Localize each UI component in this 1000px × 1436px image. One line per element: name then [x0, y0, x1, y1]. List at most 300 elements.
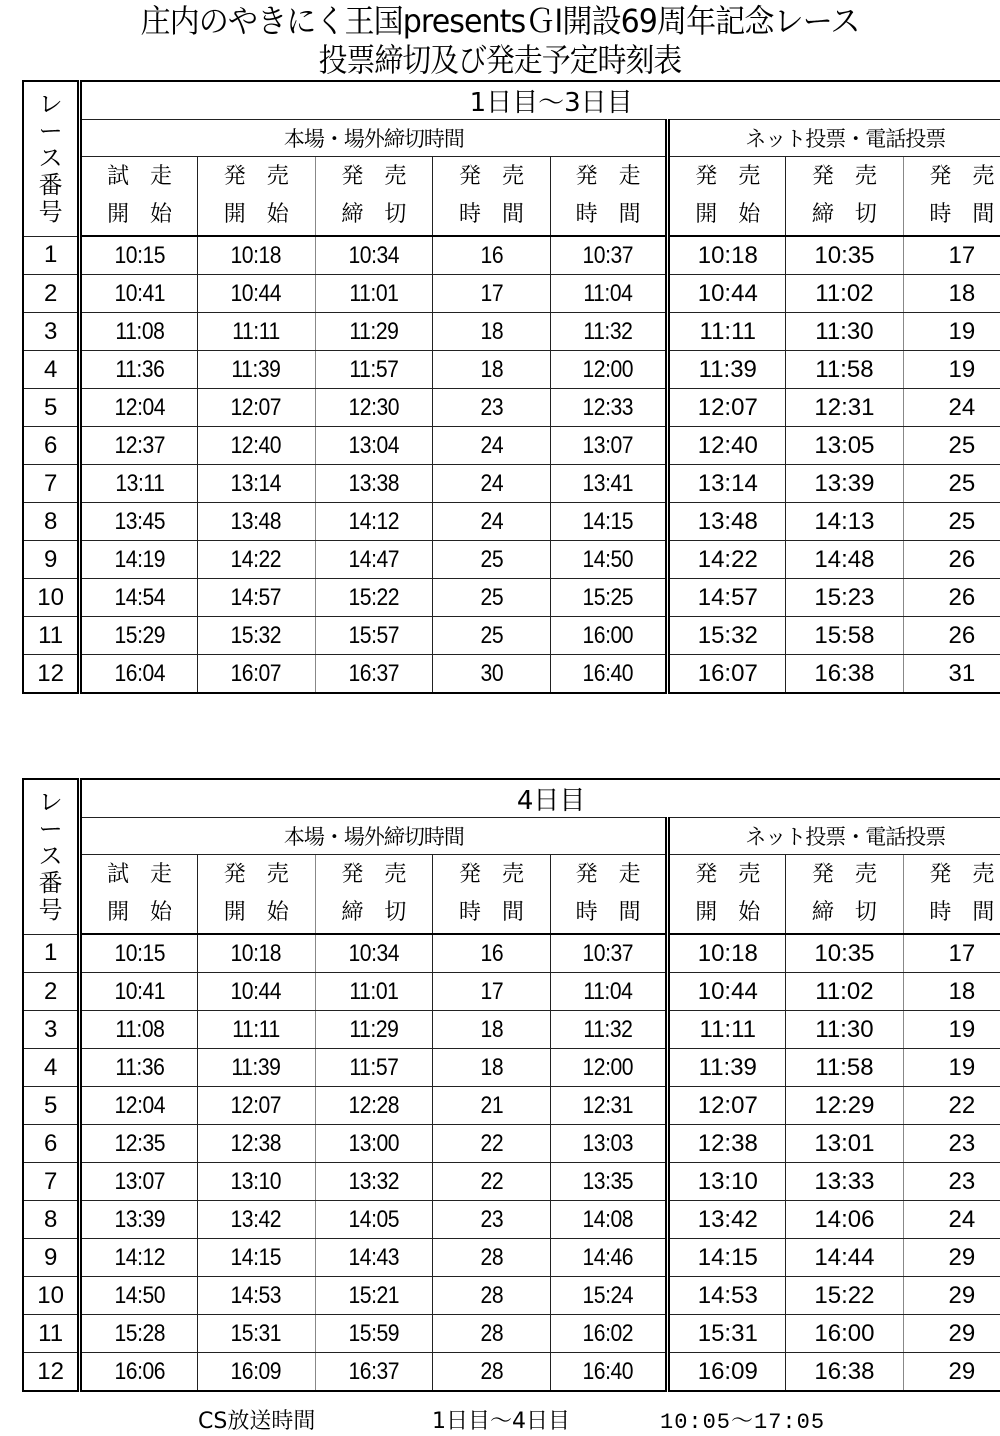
trial-start-cell [80, 1201, 198, 1239]
net-sale-minutes-cell [903, 313, 1000, 351]
net-sale-start-value: 12:07 [697, 393, 758, 421]
net-sale-minutes-value: 29 [948, 1319, 976, 1347]
column-header-sale-close [315, 855, 433, 935]
column-header-top: 発 走 [575, 164, 641, 189]
sale-start-cell [197, 1087, 315, 1125]
sale-close-value: 15:22 [348, 583, 400, 611]
trial-start-cell [80, 541, 198, 579]
post-time-cell [550, 1201, 668, 1239]
trial-start-value: 11:08 [115, 317, 165, 345]
trial-start-cell [80, 1125, 198, 1163]
race-number-cell: 5 [23, 389, 80, 427]
trial-start-value: 13:39 [114, 1205, 165, 1233]
sale-close-value: 13:32 [348, 1167, 400, 1195]
sale-close-cell [315, 1049, 433, 1087]
net-sale-minutes-value: 25 [948, 507, 976, 535]
net-sale-close-value: 14:44 [814, 1243, 875, 1271]
sale-close-value: 12:28 [348, 1091, 400, 1119]
trial-start-cell [80, 617, 198, 655]
net-sale-start-cell [668, 934, 786, 973]
sale-minutes-value: 18 [480, 317, 503, 345]
net-sale-minutes-value: 18 [948, 977, 976, 1005]
trial-start-value: 12:04 [114, 393, 165, 421]
net-sale-close-cell [786, 275, 904, 313]
post-time-cell [550, 1125, 668, 1163]
trial-start-value: 11:08 [115, 1015, 165, 1043]
net-sale-start-cell [668, 389, 786, 427]
cs-broadcast-time: 10:05～17:05 [660, 1410, 826, 1435]
sale-close-value: 11:57 [349, 1053, 399, 1081]
net-sale-start-cell [668, 1163, 786, 1201]
net-sale-close-value: 10:35 [814, 939, 875, 967]
race-number-cell: 10 [23, 579, 80, 617]
column-header-top: 発 売 [811, 164, 877, 189]
net-sale-close-cell [786, 1239, 904, 1277]
race-number-cell: 8 [23, 1201, 80, 1239]
sale-close-value: 15:59 [348, 1319, 400, 1347]
net-sale-start-value: 10:18 [697, 241, 758, 269]
sale-start-value: 11:39 [231, 1053, 281, 1081]
column-header-top: 発 売 [341, 862, 407, 887]
sale-minutes-cell [433, 1011, 551, 1049]
net-sale-close-cell [786, 1087, 904, 1125]
trial-start-value: 14:54 [114, 583, 165, 611]
table-row [23, 655, 1000, 694]
sale-minutes-value: 30 [480, 659, 503, 687]
race-number-header [23, 779, 80, 934]
net-sale-start-cell [668, 973, 786, 1011]
net-sale-start-cell [668, 579, 786, 617]
post-time-cell [550, 973, 668, 1011]
net-sale-start-cell [668, 465, 786, 503]
sale-start-value: 13:14 [230, 469, 282, 497]
net-sale-close-cell [786, 503, 904, 541]
column-header-bottom: 開 始 [107, 202, 173, 227]
net-sale-close-value: 13:39 [814, 469, 875, 497]
net-sale-close-cell [786, 1011, 904, 1049]
column-header-bottom: 締 切 [811, 202, 877, 227]
net-sale-minutes-value: 19 [948, 317, 976, 345]
sale-start-cell [197, 1163, 315, 1201]
race-number-header-char: レ [38, 90, 63, 119]
column-header-top: 発 売 [929, 862, 995, 887]
post-time-value: 14:46 [582, 1243, 634, 1271]
sale-minutes-cell [433, 427, 551, 465]
trial-start-cell [80, 465, 198, 503]
net-sale-close-value: 15:22 [814, 1281, 875, 1309]
sale-close-cell [315, 617, 433, 655]
post-time-cell [550, 1049, 668, 1087]
column-header-net-sale-start [668, 157, 786, 237]
column-header-bottom: 時 間 [929, 202, 995, 227]
sale-minutes-value: 28 [480, 1243, 503, 1271]
sale-start-value: 14:15 [230, 1243, 282, 1271]
post-time-cell [550, 934, 668, 973]
sale-start-value: 13:42 [230, 1205, 282, 1233]
sale-close-value: 14:47 [348, 545, 400, 573]
column-header-bottom: 時 間 [458, 202, 524, 227]
column-header-top: 発 売 [458, 862, 524, 887]
sale-minutes-value: 28 [480, 1357, 503, 1385]
sale-start-value: 10:44 [230, 977, 282, 1005]
table-row [23, 1239, 1000, 1277]
sale-close-cell [315, 1239, 433, 1277]
net-sale-start-cell [668, 1049, 786, 1087]
net-sale-start-cell [668, 275, 786, 313]
sale-minutes-value: 25 [480, 545, 503, 573]
trial-start-value: 12:35 [114, 1129, 165, 1157]
trial-start-value: 13:45 [114, 507, 165, 535]
net-sale-close-value: 13:05 [814, 431, 875, 459]
sale-minutes-value: 18 [480, 355, 503, 383]
net-sale-start-value: 13:14 [697, 469, 758, 497]
net-sale-start-value: 10:18 [697, 939, 758, 967]
column-header-net-sale-minutes [903, 157, 1000, 237]
table-row [23, 389, 1000, 427]
net-sale-start-value: 11:39 [698, 1053, 757, 1081]
table-row [23, 541, 1000, 579]
column-header-bottom: 時 間 [575, 202, 641, 227]
table-row [23, 351, 1000, 389]
sale-start-value: 12:07 [230, 393, 282, 421]
post-time-value: 14:08 [582, 1205, 634, 1233]
column-header-top: 試 走 [107, 164, 173, 189]
sale-start-cell [197, 275, 315, 313]
sale-close-value: 16:37 [348, 1357, 400, 1385]
sale-close-cell [315, 934, 433, 973]
race-number-header-char: 番 [38, 869, 63, 898]
post-time-value: 11:04 [583, 279, 633, 307]
trial-start-value: 15:29 [114, 621, 165, 649]
trial-start-value: 16:06 [114, 1357, 165, 1385]
sale-close-value: 10:34 [348, 939, 400, 967]
net-sale-close-cell [786, 351, 904, 389]
cs-broadcast-label: CS放送時間 [198, 1409, 316, 1434]
post-time-value: 16:40 [582, 1357, 634, 1385]
page-subtitle: 投票締切及び発走予定時刻表 [318, 41, 682, 79]
column-header-post-time [550, 855, 668, 935]
sale-start-value: 12:07 [230, 1091, 282, 1119]
column-header-net-sale-close [786, 157, 904, 237]
trial-start-cell [80, 934, 198, 973]
sale-minutes-value: 18 [480, 1053, 503, 1081]
post-time-cell [550, 1277, 668, 1315]
sale-close-value: 13:38 [348, 469, 400, 497]
trial-start-value: 10:15 [114, 241, 165, 269]
net-sale-close-value: 11:58 [815, 1053, 874, 1081]
net-sale-minutes-value: 26 [948, 545, 976, 573]
sale-close-value: 15:21 [348, 1281, 400, 1309]
race-number-cell: 1 [23, 934, 80, 973]
net-sale-minutes-cell [903, 427, 1000, 465]
sale-minutes-value: 18 [480, 1015, 503, 1043]
sale-close-value: 11:01 [349, 977, 399, 1005]
trial-start-cell [80, 313, 198, 351]
sale-minutes-cell [433, 1239, 551, 1277]
sale-start-value: 16:07 [230, 659, 282, 687]
sale-minutes-value: 24 [480, 469, 503, 497]
sale-close-cell [315, 1125, 433, 1163]
sale-start-cell [197, 617, 315, 655]
trial-start-cell [80, 1011, 198, 1049]
net-sale-close-value: 16:38 [814, 659, 875, 687]
net-sale-close-value: 16:38 [814, 1357, 875, 1385]
net-sale-close-cell [786, 655, 904, 694]
race-number-cell: 12 [23, 655, 80, 694]
trial-start-cell [80, 579, 198, 617]
net-sale-start-value: 12:38 [697, 1129, 758, 1157]
table-row [23, 579, 1000, 617]
net-sale-minutes-value: 19 [948, 1015, 976, 1043]
sale-close-cell [315, 973, 433, 1011]
column-header-sale-start [197, 855, 315, 935]
sale-start-cell [197, 427, 315, 465]
column-header-top: 発 売 [458, 164, 524, 189]
net-sale-start-cell [668, 1239, 786, 1277]
table-row [23, 275, 1000, 313]
sale-start-value: 14:53 [230, 1281, 282, 1309]
net-sale-minutes-cell [903, 1315, 1000, 1353]
net-sale-minutes-cell [903, 1011, 1000, 1049]
net-sale-minutes-cell [903, 1163, 1000, 1201]
post-time-value: 16:40 [582, 659, 634, 687]
net-sale-start-cell [668, 1353, 786, 1392]
net-sale-close-cell [786, 973, 904, 1011]
net-sale-minutes-cell [903, 1087, 1000, 1125]
net-sale-minutes-value: 29 [948, 1357, 976, 1385]
post-time-value: 12:00 [582, 1053, 634, 1081]
net-sale-minutes-cell [903, 1201, 1000, 1239]
net-sale-close-cell [786, 541, 904, 579]
sale-start-cell [197, 236, 315, 275]
net-sale-start-cell [668, 1201, 786, 1239]
sale-close-value: 16:37 [348, 659, 400, 687]
net-sale-close-value: 15:23 [814, 583, 875, 611]
column-header-sale-minutes [433, 855, 551, 935]
net-sale-close-value: 11:02 [815, 977, 874, 1005]
trial-start-value: 12:37 [114, 431, 165, 459]
sale-minutes-value: 21 [480, 1091, 503, 1119]
post-time-cell [550, 1315, 668, 1353]
sale-close-cell [315, 351, 433, 389]
post-time-value: 14:50 [582, 545, 634, 573]
net-sale-minutes-value: 19 [948, 355, 976, 383]
sale-start-cell [197, 313, 315, 351]
net-sale-close-cell [786, 1049, 904, 1087]
post-time-value: 10:37 [582, 939, 634, 967]
post-time-cell [550, 655, 668, 694]
race-number-cell: 9 [23, 541, 80, 579]
race-number-header-char: ス [38, 144, 63, 173]
sale-minutes-value: 28 [480, 1281, 503, 1309]
sale-minutes-cell [433, 1277, 551, 1315]
post-time-cell [550, 617, 668, 655]
net-sale-start-cell [668, 427, 786, 465]
sale-minutes-cell [433, 973, 551, 1011]
column-header-bottom: 開 始 [107, 900, 173, 925]
sale-close-cell [315, 236, 433, 275]
net-sale-close-cell [786, 1353, 904, 1392]
sale-minutes-value: 17 [480, 977, 503, 1005]
table-row [23, 1087, 1000, 1125]
net-sale-close-cell [786, 313, 904, 351]
post-time-cell [550, 351, 668, 389]
sale-start-value: 12:40 [230, 431, 282, 459]
post-time-cell [550, 389, 668, 427]
sale-minutes-cell [433, 351, 551, 389]
trial-start-cell [80, 1087, 198, 1125]
post-time-value: 12:31 [582, 1091, 634, 1119]
net-sale-minutes-value: 23 [948, 1129, 976, 1157]
net-sale-close-cell [786, 617, 904, 655]
sale-close-value: 13:00 [348, 1129, 400, 1157]
sale-close-cell [315, 503, 433, 541]
column-header-bottom: 時 間 [929, 900, 995, 925]
post-time-cell [550, 1163, 668, 1201]
post-time-value: 13:35 [582, 1167, 634, 1195]
table-row [23, 503, 1000, 541]
trial-start-cell [80, 1315, 198, 1353]
race-number-cell: 6 [23, 427, 80, 465]
sale-minutes-cell [433, 1163, 551, 1201]
sale-start-cell [197, 1049, 315, 1087]
sale-close-value: 15:57 [348, 621, 400, 649]
trial-start-value: 10:41 [114, 977, 165, 1005]
sale-minutes-value: 17 [480, 279, 503, 307]
schedule-table-day1-3 [22, 80, 1000, 694]
sale-minutes-cell [433, 275, 551, 313]
net-sale-start-value: 14:57 [697, 583, 758, 611]
sale-close-cell [315, 1011, 433, 1049]
sale-close-cell [315, 465, 433, 503]
sale-start-cell [197, 1011, 315, 1049]
trial-start-value: 10:41 [114, 279, 165, 307]
post-time-cell [550, 503, 668, 541]
net-sale-minutes-cell [903, 1239, 1000, 1277]
post-time-value: 15:24 [582, 1281, 634, 1309]
group-header-main: 本場・場外締切時間 [80, 818, 668, 855]
sale-start-value: 15:32 [230, 621, 282, 649]
net-sale-start-value: 13:10 [697, 1167, 758, 1195]
net-sale-minutes-cell [903, 351, 1000, 389]
race-number-cell: 10 [23, 1277, 80, 1315]
net-sale-start-value: 10:44 [697, 279, 758, 307]
column-header-top: 発 売 [811, 862, 877, 887]
net-sale-start-value: 12:07 [697, 1091, 758, 1119]
net-sale-close-value: 14:06 [814, 1205, 875, 1233]
day-range-header: 1日目～3日目 [80, 81, 1000, 120]
sale-close-cell [315, 1163, 433, 1201]
net-sale-start-cell [668, 351, 786, 389]
race-number-cell: 4 [23, 351, 80, 389]
race-number-cell: 2 [23, 275, 80, 313]
sale-close-value: 14:43 [348, 1243, 400, 1271]
column-header-bottom: 開 始 [695, 900, 761, 925]
sale-close-value: 10:34 [348, 241, 400, 269]
net-sale-close-cell [786, 1315, 904, 1353]
trial-start-cell [80, 1239, 198, 1277]
post-time-value: 11:32 [583, 1015, 633, 1043]
net-sale-close-value: 12:31 [814, 393, 875, 421]
sale-start-cell [197, 973, 315, 1011]
net-sale-minutes-cell [903, 1049, 1000, 1087]
sale-minutes-value: 24 [480, 431, 503, 459]
net-sale-close-value: 16:00 [814, 1319, 875, 1347]
sale-start-value: 11:39 [231, 355, 281, 383]
trial-start-cell [80, 503, 198, 541]
net-sale-start-value: 13:42 [697, 1205, 758, 1233]
net-sale-minutes-cell [903, 236, 1000, 275]
net-sale-close-cell [786, 934, 904, 973]
net-sale-close-value: 15:58 [814, 621, 875, 649]
net-sale-start-value: 10:44 [697, 977, 758, 1005]
trial-start-value: 12:04 [114, 1091, 165, 1119]
net-sale-close-cell [786, 1277, 904, 1315]
post-time-value: 16:00 [582, 621, 634, 649]
sale-minutes-value: 16 [480, 939, 503, 967]
column-header-net-sale-start [668, 855, 786, 935]
post-time-value: 11:32 [583, 317, 633, 345]
sale-start-value: 16:09 [230, 1357, 282, 1385]
net-sale-minutes-value: 25 [948, 431, 976, 459]
trial-start-cell [80, 1353, 198, 1392]
column-header-top: 発 売 [695, 862, 761, 887]
sale-close-cell [315, 275, 433, 313]
trial-start-value: 13:11 [115, 469, 165, 497]
sale-minutes-value: 24 [480, 507, 503, 535]
sale-minutes-cell [433, 1125, 551, 1163]
net-sale-minutes-cell [903, 1353, 1000, 1392]
table-row [23, 1315, 1000, 1353]
net-sale-start-value: 12:40 [697, 431, 758, 459]
table-row [23, 236, 1000, 275]
net-sale-close-cell [786, 236, 904, 275]
table-row [23, 973, 1000, 1011]
table-row [23, 934, 1000, 973]
sale-close-cell [315, 655, 433, 694]
net-sale-start-value: 11:11 [699, 1015, 757, 1043]
table-row [23, 1049, 1000, 1087]
net-sale-minutes-value: 26 [948, 621, 976, 649]
post-time-cell [550, 1239, 668, 1277]
net-sale-minutes-value: 25 [948, 469, 976, 497]
race-number-cell: 4 [23, 1049, 80, 1087]
column-header-top: 発 売 [341, 164, 407, 189]
net-sale-start-cell [668, 1087, 786, 1125]
net-sale-minutes-cell [903, 655, 1000, 694]
sale-start-cell [197, 465, 315, 503]
sale-start-value: 10:18 [230, 241, 282, 269]
net-sale-start-cell [668, 1011, 786, 1049]
net-sale-start-value: 13:48 [697, 507, 758, 535]
net-sale-minutes-value: 29 [948, 1243, 976, 1271]
trial-start-cell [80, 1277, 198, 1315]
sale-start-value: 13:48 [230, 507, 282, 535]
sale-close-cell [315, 1277, 433, 1315]
sale-minutes-cell [433, 934, 551, 973]
sale-start-value: 12:38 [230, 1129, 282, 1157]
group-header-main: 本場・場外締切時間 [80, 120, 668, 157]
net-sale-close-value: 13:01 [814, 1129, 875, 1157]
sale-start-cell [197, 1201, 315, 1239]
net-sale-minutes-cell [903, 973, 1000, 1011]
net-sale-start-cell [668, 655, 786, 694]
trial-start-value: 11:36 [115, 1053, 165, 1081]
sale-minutes-cell [433, 236, 551, 275]
net-sale-close-value: 11:30 [815, 1015, 874, 1043]
trial-start-cell [80, 236, 198, 275]
column-header-sale-close [315, 157, 433, 237]
